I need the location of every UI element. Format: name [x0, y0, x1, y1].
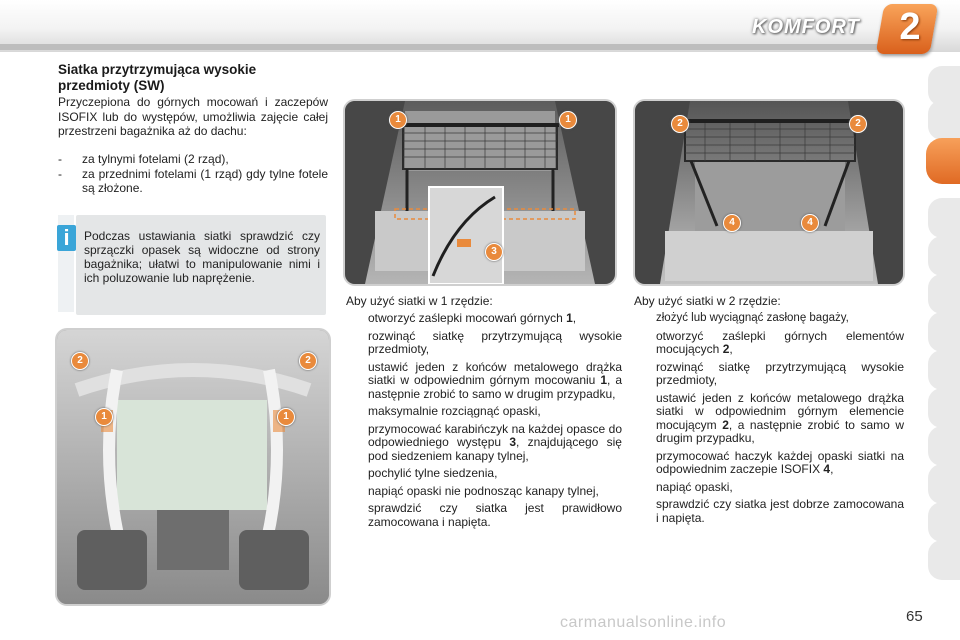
step-text: rozwinąć siatkę przytrzymującą wysokie przedmioty,	[368, 328, 622, 356]
step-text: otworzyć zaślepki mocowań górnych 1,	[368, 311, 577, 325]
list-item	[634, 481, 904, 495]
list-item	[346, 423, 622, 464]
bullet-icon	[346, 330, 368, 357]
option-text: za przednimi fotelami (1 rząd) gdy tylne fotele są złożone.	[82, 167, 328, 195]
side-tab[interactable]	[928, 350, 960, 390]
bullet-icon	[346, 485, 368, 499]
bullet-icon	[634, 361, 656, 388]
second-row-intro: Aby użyć siatki w 2 rzędzie:	[634, 294, 781, 308]
list-item	[346, 330, 622, 357]
bullet-icon	[346, 423, 368, 464]
bullet-icon	[346, 312, 368, 326]
dash-marker: -	[58, 152, 62, 166]
list-item	[634, 361, 904, 388]
first-row-intro: Aby użyć siatki w 1 rzędzie:	[346, 294, 493, 308]
side-tab-active[interactable]	[926, 138, 960, 184]
callout-1: 1	[559, 111, 577, 129]
side-tab[interactable]	[928, 464, 960, 504]
side-tab[interactable]	[928, 426, 960, 466]
list-item	[346, 361, 622, 402]
bullet-icon	[346, 405, 368, 419]
side-tab[interactable]	[928, 502, 960, 542]
info-text: Podczas ustawiania siatki sprawdzić czy sprzączki opasek są widoczne od strony bagażnika; ułatwi to manipulowanie nimi i ich poluzowanie lub naprężenie.	[84, 229, 320, 285]
step-text: pochylić tylne siedzenia,	[368, 466, 498, 480]
section-intro: Przyczepiona do górnych mocowań i zaczepów ISOFIX lub do występów, umożliwia zajęcie całej przestrzeni bagażnika aż do dachu:	[58, 95, 328, 138]
section-heading: Siatka przytrzymująca wysokie przedmioty (SW)	[58, 62, 257, 93]
list-item	[634, 312, 904, 326]
step-text: ustawić jeden z końców metalowego drążka siatki w odpowiednim górnym elemencie mocującym 2, a następnie zrobić to samo w drugim przypadku,	[656, 390, 904, 445]
list-item	[634, 498, 904, 525]
row-options-list	[58, 152, 328, 196]
bullet-icon	[634, 450, 656, 477]
side-tab[interactable]	[928, 236, 960, 276]
step-text: ustawić jeden z końców metalowego drążka siatki w odpowiednim górnym mocowaniu 1, a następnie zrobić to samo w drugim przypadku,	[368, 359, 623, 401]
side-tab[interactable]	[928, 540, 960, 580]
list-item	[634, 330, 904, 357]
step-text: napiąć opaski nie podnosząc kanapy tylnej,	[368, 483, 599, 498]
trunk-illustration	[345, 101, 615, 284]
step-text: przymocować haczyk każdej opaski siatki na odpowiednim zaczepie ISOFIX 4,	[656, 448, 904, 476]
second-row-steps	[634, 312, 904, 529]
callout-2: 2	[299, 352, 317, 370]
side-tab[interactable]	[928, 198, 960, 238]
callout-2: 2	[849, 115, 867, 133]
list-item	[346, 405, 622, 419]
step-text: złożyć lub wyciągnąć zasłonę bagaży,	[656, 312, 849, 324]
callout-4: 4	[723, 214, 741, 232]
list-item	[346, 502, 622, 529]
section-title: KOMFORT	[752, 16, 860, 38]
callout-4: 4	[801, 214, 819, 232]
side-tab[interactable]	[928, 274, 960, 314]
side-tab[interactable]	[928, 388, 960, 428]
figure-first-row	[343, 99, 617, 286]
callout-3: 3	[485, 243, 503, 261]
bullet-icon	[634, 498, 656, 525]
list-item	[346, 467, 622, 481]
bullet-icon	[346, 502, 368, 529]
step-text: przymocować karabińczyk na każdej opasce do odpowiedniego występu 3, znajdującego się pod siedzeniem kanapy tylnej,	[368, 421, 622, 463]
list-item	[634, 450, 904, 477]
header-rule	[0, 44, 920, 50]
bullet-icon	[346, 467, 368, 481]
bullet-icon	[634, 312, 656, 326]
dash-marker: -	[58, 167, 62, 181]
bullet-icon	[346, 361, 368, 402]
bullet-icon	[634, 392, 656, 446]
list-item	[346, 485, 622, 499]
step-text: maksymalnie rozciągnąć opaski,	[368, 404, 541, 418]
step-text: sprawdzić czy siatka jest prawidłowo zamocowana i napięta.	[368, 501, 622, 529]
step-text: otworzyć zaślepki górnych elementów mocujących 2,	[656, 328, 904, 356]
figure-second-row	[633, 99, 905, 286]
first-row-steps	[346, 312, 622, 533]
callout-1: 1	[277, 408, 295, 426]
info-icon: i	[57, 225, 76, 251]
page-number: 65	[906, 608, 923, 625]
roof-illustration	[57, 330, 329, 604]
bullet-icon	[634, 330, 656, 357]
step-text: rozwinąć siatkę przytrzymującą wysokie przedmioty,	[656, 359, 904, 387]
callout-1: 1	[389, 111, 407, 129]
step-text: napiąć opaski,	[656, 479, 733, 494]
list-item	[634, 392, 904, 446]
side-tab[interactable]	[928, 312, 960, 352]
option-text: za tylnymi fotelami (2 rząd),	[82, 152, 229, 166]
side-tab[interactable]	[928, 100, 960, 140]
watermark: carmanualsonline.info	[560, 614, 727, 631]
list-item	[58, 152, 328, 166]
callout-2: 2	[71, 352, 89, 370]
list-item	[346, 312, 622, 326]
chapter-number: 2	[899, 6, 921, 48]
callout-2: 2	[671, 115, 689, 133]
list-item	[58, 167, 328, 195]
figure-roof-mounts	[55, 328, 331, 606]
step-text: sprawdzić czy siatka jest dobrze zamocowana i napięta.	[656, 497, 904, 525]
bullet-icon	[634, 481, 656, 495]
callout-1: 1	[95, 408, 113, 426]
